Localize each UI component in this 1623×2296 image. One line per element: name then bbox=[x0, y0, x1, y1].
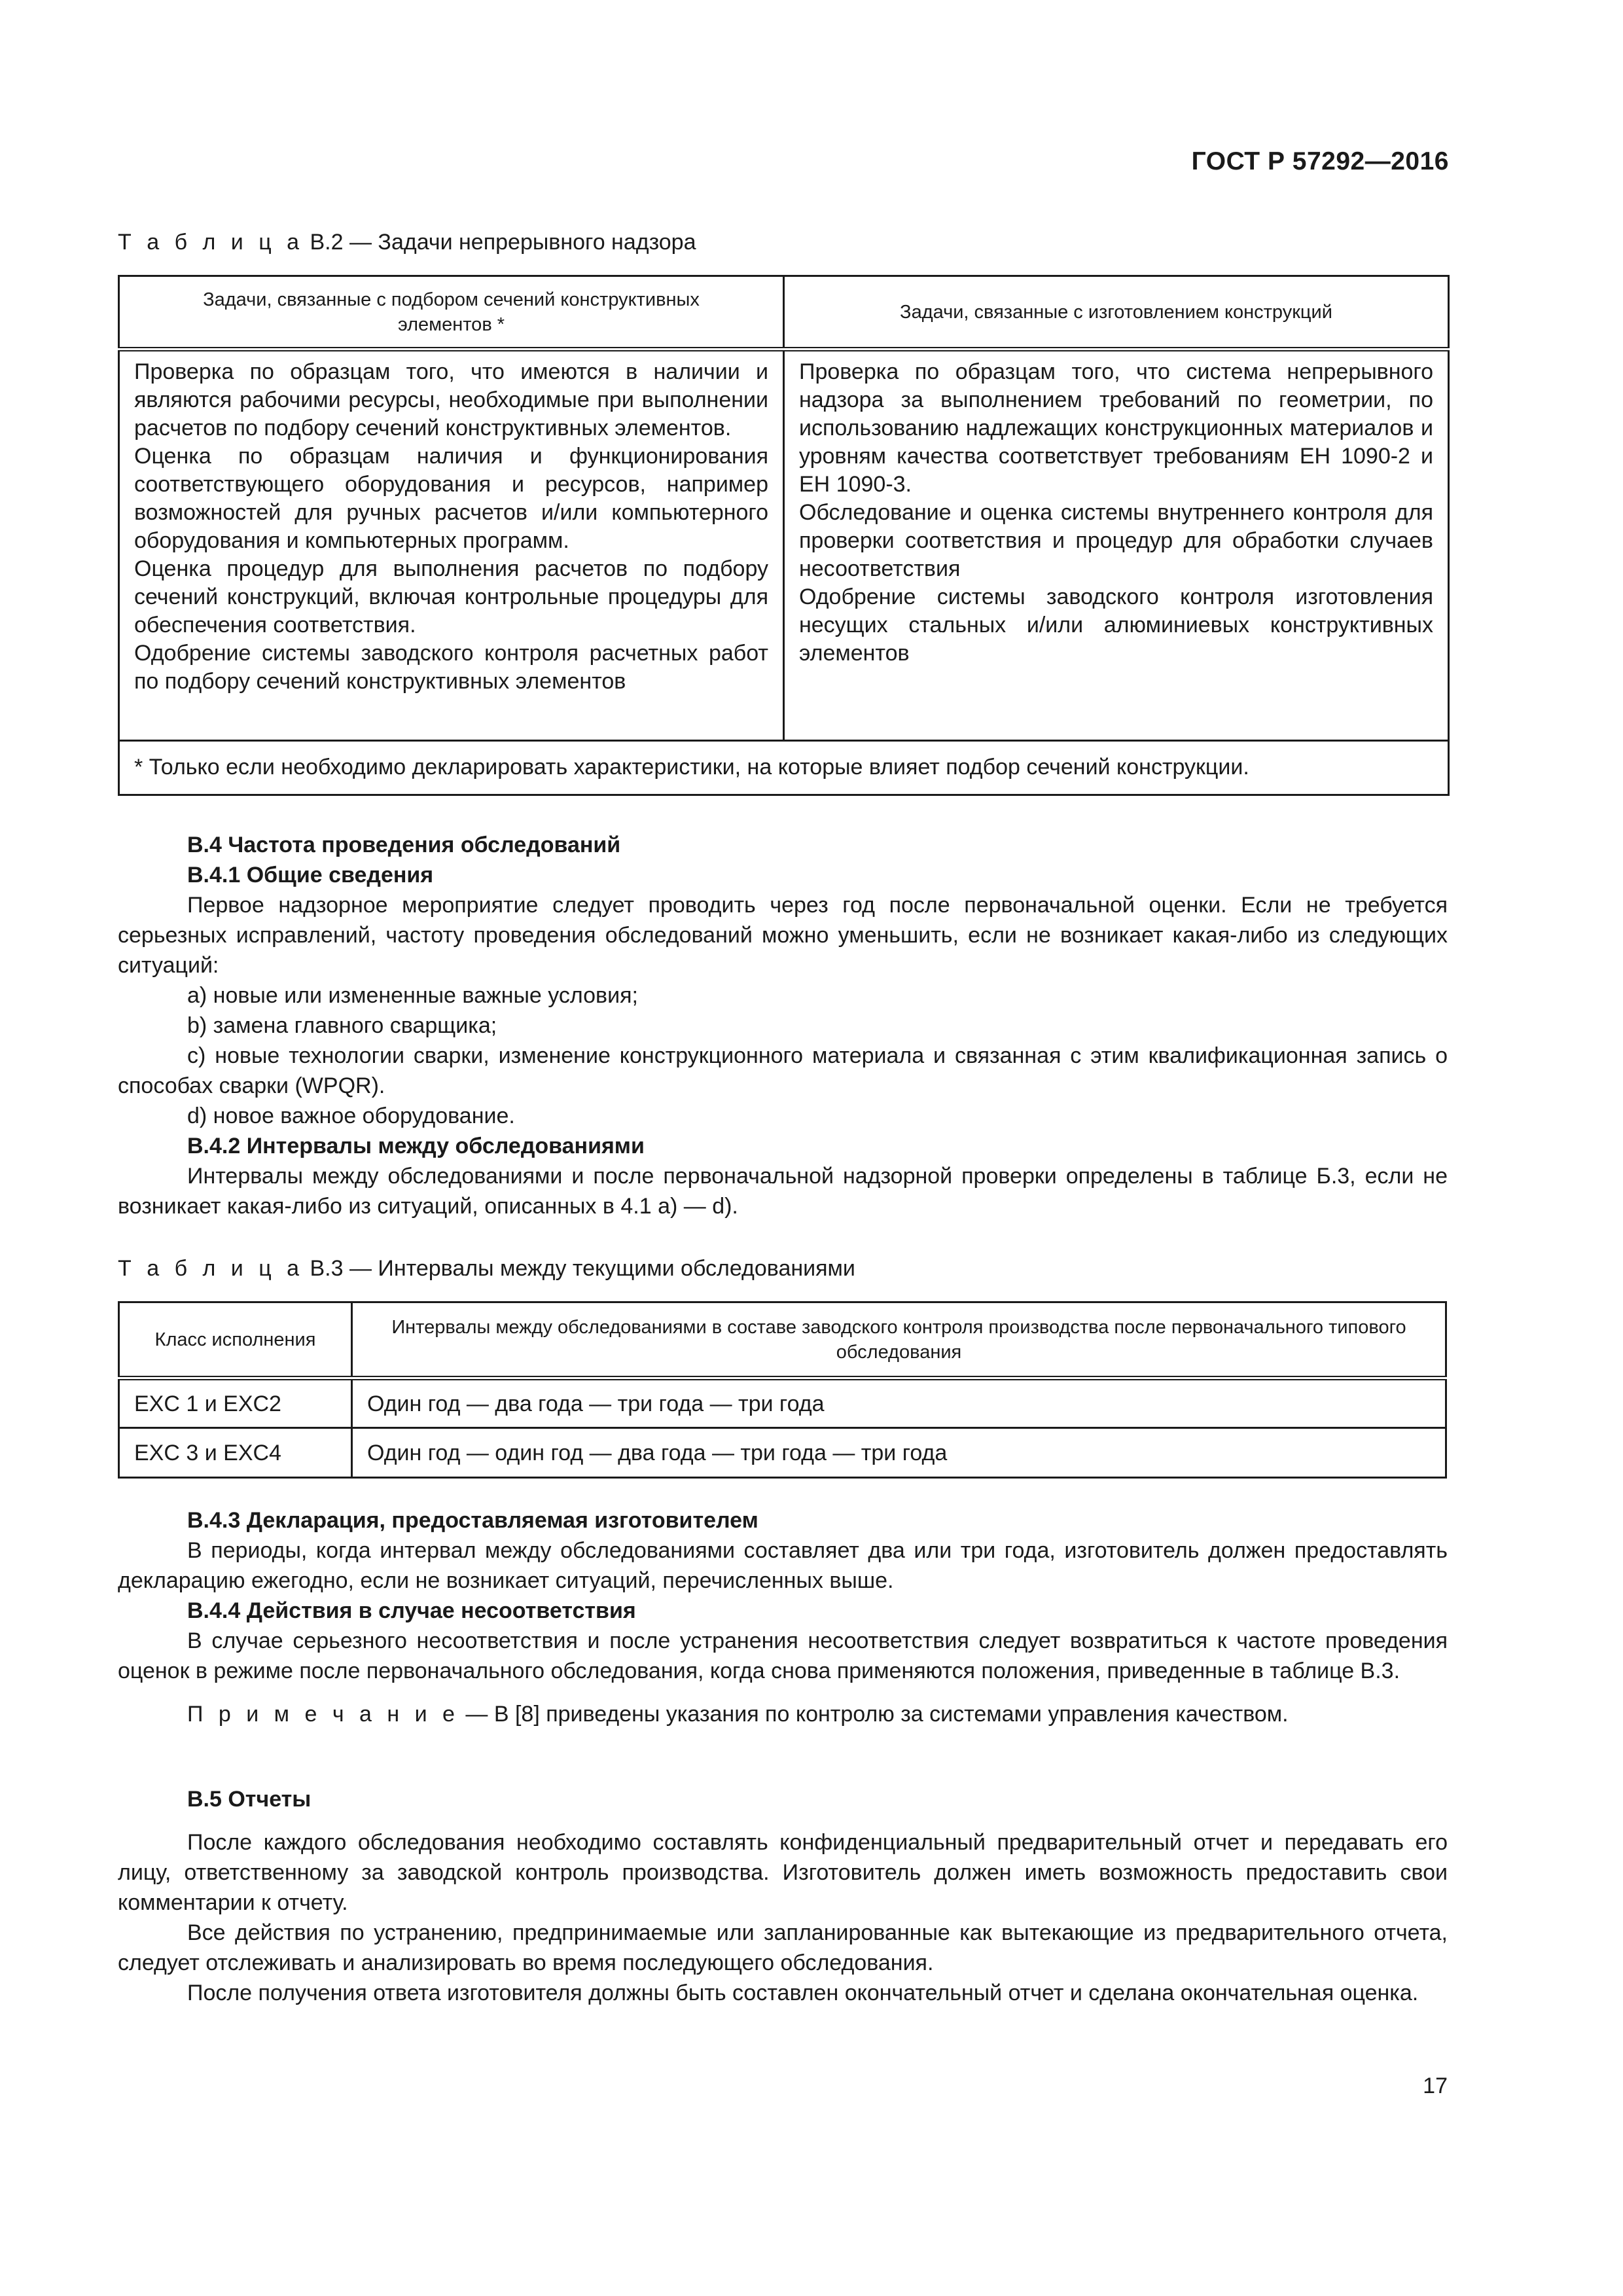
section-b5-heading: В.5 Отчеты bbox=[187, 1787, 312, 1812]
table-b3-class-cell: EXC 3 и EXC4 bbox=[119, 1428, 352, 1478]
table-b3-col1-header: Класс исполнения bbox=[119, 1302, 352, 1378]
table-b2-col1-item: Оценка процедур для выполнения расчетов по подбору сечений конструкций, включая контрольные процедуры для обеспечения соответствия. bbox=[134, 556, 768, 637]
section-b41-text: Первое надзорное мероприятие следует проводить через год после первоначальной оценки. Если не требуется серьезных исправлений, частоту проведения обследований можно уменьшить, если не возникает какая-либо из следующих ситуаций: bbox=[118, 893, 1448, 978]
section-b5-paragraph: После получения ответа изготовителя должны быть составлен окончательный отчет и сделана окончательная оценка. bbox=[187, 1981, 1419, 2005]
table-b3-interval-cell: Один год — один год — два года — три года — три года bbox=[352, 1428, 1446, 1478]
list-item: c) новые технологии сварки, изменение конструкционного материала и связанная с этим квалификационная запись о способах сварки (WPQR). bbox=[118, 1043, 1448, 1098]
note-label: П р и м е ч а н и е bbox=[187, 1702, 459, 1727]
note-text: — В [8] приведены указания по контролю за системами управления качеством. bbox=[465, 1702, 1289, 1727]
section-b5-paragraph: Все действия по устранению, предпринимаемые или запланированные как вытекающие из предварительного отчета, следует отслеживать и анализировать во время последующего обследования. bbox=[118, 1920, 1448, 1975]
page-number: 17 bbox=[1423, 2073, 1448, 2098]
section-b42-heading: В.4.2 Интервалы между обследованиями bbox=[187, 1134, 645, 1158]
section-b43-b44 bbox=[118, 1505, 1448, 1729]
table-b2-col2-header: Задачи, связанные с изготовлением конструкций bbox=[784, 276, 1449, 350]
table-b3-caption-label: Т а б л и ц а bbox=[118, 1256, 304, 1281]
table-b2-col1-cell bbox=[119, 350, 784, 741]
section-b44-heading: В.4.4 Действия в случае несоответствия bbox=[187, 1598, 636, 1623]
table-row bbox=[119, 1378, 1446, 1428]
section-b5-paragraph: После каждого обследования необходимо составлять конфиденциальный предварительный отчет и передавать его лицу, ответственному за заводской контроль производства. Изготовитель должен иметь возможность предоставить свои комментарии к отчету. bbox=[118, 1830, 1448, 1915]
table-b2-col1-item: Одобрение системы заводского контроля расчетных работ по подбору сечений конструктивных элементов bbox=[134, 641, 768, 694]
table-b2-caption bbox=[118, 229, 696, 255]
table-b3-interval-cell: Один год — два года — три года — три года bbox=[352, 1378, 1446, 1428]
section-b43-heading: В.4.3 Декларация, предоставляемая изготовителем bbox=[187, 1508, 758, 1533]
table-b2-caption-text: В.2 — Задачи непрерывного надзора bbox=[310, 230, 696, 255]
standard-code: ГОСТ Р 57292—2016 bbox=[1191, 147, 1449, 175]
section-b41-heading: В.4.1 Общие сведения bbox=[187, 863, 434, 888]
section-b42-text: Интервалы между обследованиями и после первоначальной надзорной проверки определены в таблице Б.3, если не возникает какая-либо из ситуаций, описанных в 4.1 а) — d). bbox=[118, 1164, 1448, 1219]
table-b2-col1-item: Оценка по образцам наличия и функционирования соответствующего оборудования и ресурсов, например возможностей для ручных расчетов и/или компьютерного оборудования и компьютерных программ. bbox=[134, 444, 768, 553]
list-item: d) новое важное оборудование. bbox=[187, 1103, 515, 1128]
section-b5 bbox=[118, 1784, 1448, 2008]
section-b43-text: В периоды, когда интервал между обследованиями составляет два или три года, изготовитель должен предоставлять декларацию ежегодно, если не возникает ситуаций, перечисленных выше. bbox=[118, 1538, 1448, 1593]
table-b3 bbox=[118, 1301, 1447, 1479]
table-b3-caption bbox=[118, 1255, 855, 1282]
table-row bbox=[119, 1428, 1446, 1478]
table-b2-col2-cell bbox=[784, 350, 1449, 741]
section-b4-heading: В.4 Частота проведения обследований bbox=[187, 833, 621, 857]
table-b2-col1-item: Проверка по образцам того, что имеются в наличии и являются рабочими ресурсы, необходимые при выполнении расчетов по подбору сечений конструктивных элементов. bbox=[134, 359, 768, 440]
section-b44-text: В случае серьезного несоответствия и после устранения несоответствия следует возвратиться к частоте проведения оценок в режиме после первоначального обследования, когда снова применяются положения, приведенные в таблице В.3. bbox=[118, 1628, 1448, 1683]
section-b4 bbox=[118, 830, 1448, 1221]
table-b2-col2-item: Обследование и оценка системы внутреннего контроля для проверки соответствия и процедур для обработки случаев несоответствия bbox=[799, 500, 1433, 581]
table-b2-footnote: * Только если необходимо декларировать характеристики, на которые влияет подбор сечений конструкции. bbox=[119, 741, 1449, 795]
table-b2-caption-label: Т а б л и ц а bbox=[118, 230, 304, 255]
table-b2-col1-header: Задачи, связанные с подбором сечений конструктивных элементов * bbox=[119, 276, 784, 350]
list-item: a) новые или измененные важные условия; bbox=[187, 983, 638, 1008]
table-b2-col2-item: Одобрение системы заводского контроля изготовления несущих стальных и/или алюминиевых конструктивных элементов bbox=[799, 584, 1433, 666]
list-item: b) замена главного сварщика; bbox=[187, 1013, 497, 1038]
table-b3-caption-text: В.3 — Интервалы между текущими обследованиями bbox=[310, 1256, 855, 1281]
note bbox=[118, 1699, 1448, 1729]
table-b3-col2-header: Интервалы между обследованиями в составе заводского контроля производства после первоначального типового обследования bbox=[352, 1302, 1446, 1378]
table-b2-col2-item: Проверка по образцам того, что система непрерывного надзора за выполнением требований по геометрии, по использованию надлежащих конструкционных материалов и уровням качества соответствует требованиям ЕН 1090-2 и ЕН 1090-3. bbox=[799, 359, 1433, 497]
table-b2 bbox=[118, 275, 1450, 796]
table-b3-class-cell: EXC 1 и EXC2 bbox=[119, 1378, 352, 1428]
